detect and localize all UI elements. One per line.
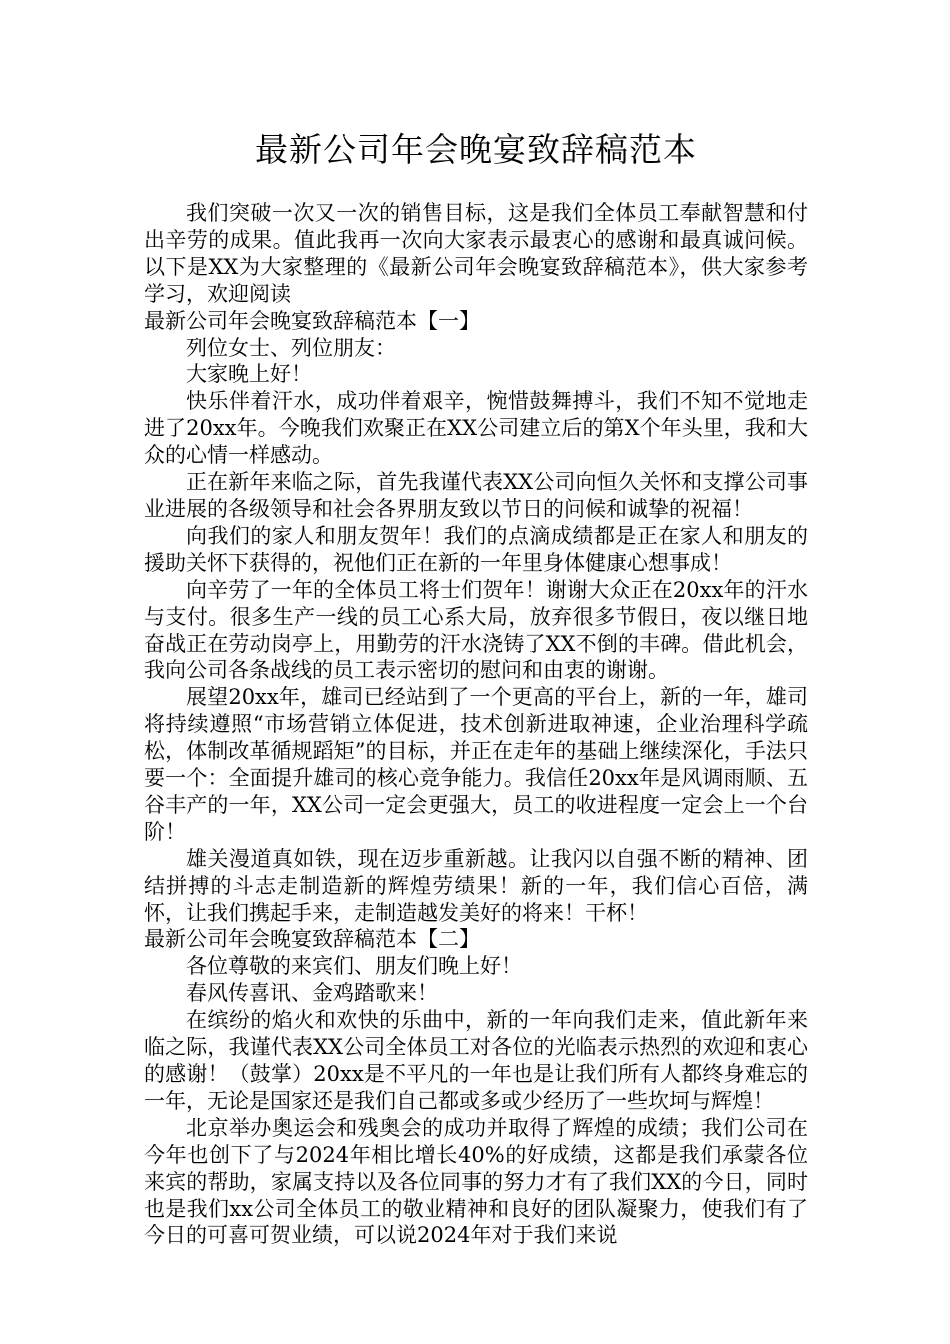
paragraph: 雄关漫道真如铁，现在迈步重新越。让我闪以自强不断的精神、团结拼搏的斗志走制造新的辉煌劳绩果！新的一年，我们信心百倍，满怀，让我们携起手来，走制造越发美好的将来！干杯！ [144, 846, 808, 925]
paragraph: 各位尊敬的来宾们、朋友们晚上好！ [186, 954, 522, 979]
paragraph: 展望20xx年，雄司已经站到了一个更高的平台上，新的一年，雄司将持续遵照“市场营销立体促进，技术创新进取神速，企业治理科学疏松，体制改革循规蹈矩”的目标，并正在走年的基础上继续深化，手法只要一个：全面提升雄司的核心竞争能力。我信任20xx年是风调雨顺、五谷丰产的一年，XX公司一定会更强大，员工的收进程度一定会上一个台阶！ [144, 685, 808, 844]
paragraph: 北京举办奥运会和残奥会的成功并取得了辉煌的成绩；我们公司在今年也创下了与2024年相比增长40%的好成绩，这都是我们承蒙各位来宾的帮助，家属支持以及各位同事的努力才有了我们XX的今日，同时也是我们xx公司全体员工的敬业精神和良好的团队凝聚力，使我们有了今日的可喜可贺业绩，可以说2024年对于我们来说 [144, 1115, 808, 1248]
paragraph: 正在新年来临之际，首先我谨代表XX公司向恒久关怀和支撑公司事业进展的各级领导和社会各界朋友致以节日的问候和诚挚的祝福！ [144, 470, 808, 521]
paragraph: 春风传喜讯、金鸡踏歌来！ [186, 981, 438, 1006]
document-title: 最新公司年会晚宴致辞稿范本 [255, 130, 697, 169]
paragraph: 列位女士、列位朋友： [186, 335, 396, 360]
paragraph: 我们突破一次又一次的销售目标，这是我们全体员工奉献智慧和付出辛劳的成果。值此我再一次向大家表示最衷心的感谢和最真诚问候。 以下是XX为大家整理的《最新公司年会晚宴致辞稿范本》，供大家参考学习，欢迎阅读 [144, 201, 808, 306]
section-heading: 最新公司年会晚宴致辞稿范本【二】 [144, 927, 480, 952]
paragraph: 向我们的家人和朋友贺年！我们的点滴成绩都是正在家人和朋友的援助关怀下获得的，祝他们正在新的一年里身体健康心想事成！ [144, 523, 808, 575]
paragraph: 向辛劳了一年的全体员工将士们贺年！谢谢大众正在20xx年的汗水与支付。很多生产一线的员工心系大局，放弃很多节假日，夜以继日地奋战正在劳动岗亭上，用勤劳的汗水浇铸了XX不倒的丰碑。借此机会，我向公司各条战线的员工表示密切的慰问和由衷的谢谢。 [144, 577, 808, 683]
paragraph: 快乐伴着汗水，成功伴着艰辛，惋惜鼓舞搏斗，我们不知不觉地走进了20xx年。今晚我们欢聚正在XX公司建立后的第X个年头里，我和大众的心情一样感动。 [144, 389, 808, 468]
section-heading: 最新公司年会晚宴致辞稿范本【一】 [144, 308, 480, 333]
paragraph: 大家晚上好！ [186, 362, 312, 387]
paragraph: 在缤纷的焰火和欢快的乐曲中，新的一年向我们走来，值此新年来临之际，我谨代表XX公司全体员工对各位的光临表示热烈的欢迎和衷心的感谢！（鼓掌）20xx是不平凡的一年也是让我们所有人都终身难忘的一年，无论是国家还是我们自己都或多或少经历了一些坎坷与辉煌！ [144, 1008, 808, 1113]
document-body [144, 200, 808, 1249]
